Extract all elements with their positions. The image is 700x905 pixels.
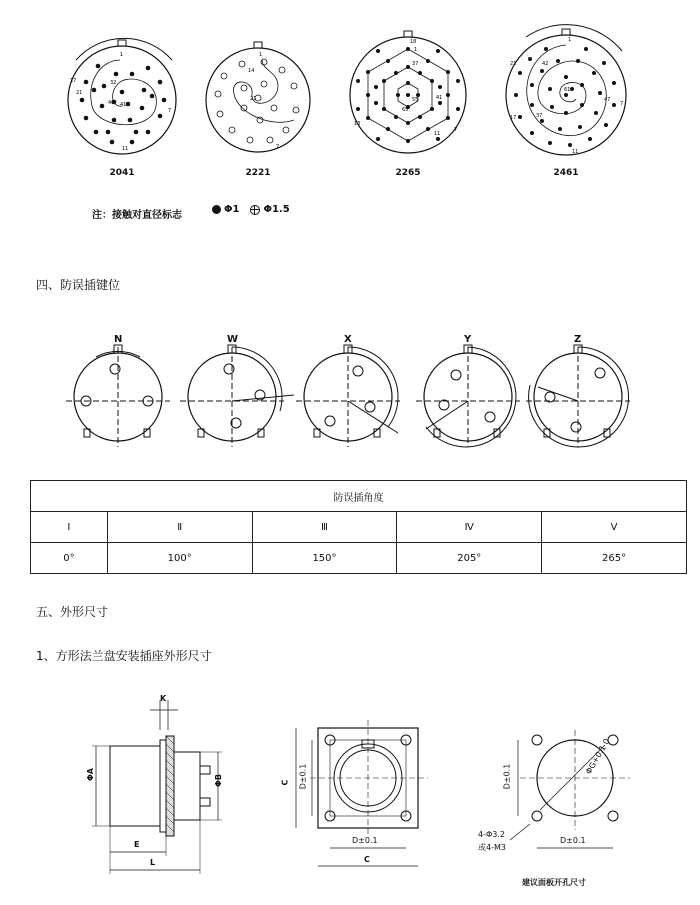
pin-label: 13 [354,121,361,127]
pin-label: 7 [168,108,172,114]
key-label: N [114,334,123,345]
layout-2461 [506,25,626,155]
pin-label: 41 [120,102,127,108]
layout-caption: 2221 [245,168,271,178]
table-header: Ⅰ [31,512,108,543]
table-header: Ⅳ [397,512,542,543]
pin-label: 7 [276,144,280,150]
table-header: Ⅲ [252,512,397,543]
pin-label: 17 [510,115,517,121]
diameter-note: 注：接触对直径标志 [92,210,182,221]
layout-caption: 2041 [109,168,135,178]
pin-label: 1 [414,47,418,53]
pin-label: 37 [536,113,543,119]
cutout-caption: 建议面板开孔尺寸 [522,878,586,887]
table-title: 防误插角度 [31,481,687,512]
pin-label: 11 [434,131,441,137]
side-view [92,700,222,874]
dim-k: K [160,694,167,703]
legend-hollow-label: Φ1.5 [263,204,290,215]
cutout-phi-sub: 0 [601,737,612,747]
layout-2041 [68,38,176,154]
cutout-holes-alt: 或4-M3 [478,843,506,852]
key-label: Z [574,334,582,345]
pin-label: 40 [108,100,115,106]
legend-solid-label: Φ1 [224,204,240,215]
pin-label: 1 [259,52,263,58]
dim-d-vertical: D±0.1 [298,763,308,790]
cutout-d-vertical: D±0.1 [502,763,512,790]
cutout-phi-main: ΦG+0.1 [583,743,608,776]
hollow-cross-icon [250,205,260,215]
pin-label: 7 [620,101,624,107]
layout-2265 [350,31,466,153]
panel-cutout-view [510,730,630,848]
table-cell: 0° [31,543,108,574]
key-z [526,345,630,447]
table-header: Ⅴ [542,512,687,543]
pin-label: 42 [542,61,549,67]
table-cell: 100° [107,543,252,574]
pin-label: 32 [110,80,117,86]
pin-label: 41 [436,95,443,101]
key-label: Y [464,334,472,345]
pin-label: 21 [250,96,257,102]
keying-angle-table [30,480,687,574]
diameter-legend [212,204,290,215]
section-5-subtitle: 1、方形法兰盘安装插座外形尺寸 [36,649,212,663]
dim-phi-a: ΦA [86,768,95,781]
layout-2221 [206,42,310,152]
table-cell: 205° [397,543,542,574]
dim-c-vertical: C [280,779,290,786]
pin-label: 21 [510,61,517,67]
pin-label: 47 [604,97,611,103]
pin-label: 1 [120,52,124,58]
layout-caption: 2461 [553,168,579,178]
pin-label: 18 [410,39,417,45]
pin-label: 55 [412,97,419,103]
pin-label: 65 [402,107,409,113]
pin-label: 61 [564,87,571,93]
layout-caption: 2265 [395,168,421,178]
key-x [296,345,400,447]
pin-label: 14 [248,68,255,74]
dim-phi-b: ΦB [213,774,223,787]
contact-layouts-figure [0,0,700,190]
section-5-title: 五、外形尺寸 [36,605,109,619]
table-cell: 150° [252,543,397,574]
table-header: Ⅱ [107,512,252,543]
dim-d-horizontal: D±0.1 [352,836,378,845]
table-cell: 265° [542,543,687,574]
section-4-title: 四、防误插键位 [36,278,121,292]
pin-label: 21 [76,90,83,96]
dim-e: E [134,840,140,849]
key-w [180,345,294,447]
table-row [31,543,687,574]
key-n [66,345,170,447]
pin-label: 11 [572,149,579,155]
dim-c-horizontal: C [364,855,370,864]
key-label: X [344,334,352,345]
pin-label: 37 [412,61,419,67]
key-label: W [227,334,239,345]
pin-label: 11 [122,146,129,152]
outline-dimensions-figure [0,680,700,905]
key-y [416,345,520,447]
cutout-d-horizontal: D±0.1 [560,836,586,845]
solid-dot-icon [212,205,221,214]
pin-label: 1 [568,37,572,43]
dim-l: L [150,858,156,867]
cutout-holes: 4-Φ3.2 [478,830,505,839]
table-row [31,512,687,543]
pin-label: 17 [70,78,77,84]
pin-label: 7 [454,127,458,133]
